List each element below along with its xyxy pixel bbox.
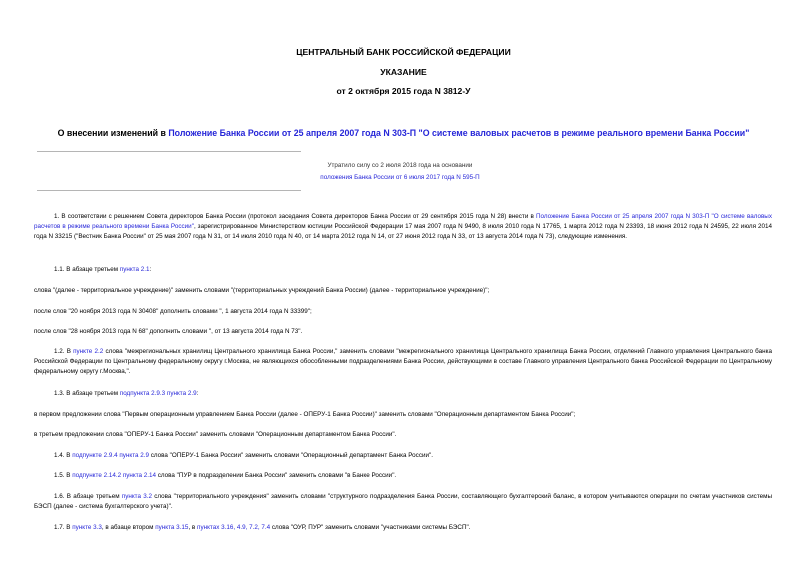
clause-link-2-9-3[interactable]: подпункта 2.9.3 пункта 2.9 — [119, 390, 197, 397]
paragraph-1-3-a: в первом предложении слова "Первым операционным управлением Банка России (далее - ОПЕРУ-1 Банка России)" заменить словами "Операционным департаментом Банка России"; — [34, 411, 576, 418]
paragraph-1-3 — [34, 389, 772, 399]
paragraph-1-5 — [34, 471, 772, 481]
paragraph-text: слова "ОПЕРУ-1 Банка России" заменить словами "Операционный департамент Банка России". — [149, 452, 433, 459]
document-date-number: от 2 октября 2015 года N 3812-У — [336, 86, 471, 96]
paragraph-text: 1.5. В — [54, 472, 73, 479]
document-subject — [8, 128, 799, 138]
status-note-link[interactable]: положения Банка России от 6 июля 2017 года N 595-П — [320, 174, 480, 181]
status-note-link-row — [200, 174, 600, 181]
paragraph-text: 1.3. В абзаце третьем — [54, 390, 120, 397]
divider-bottom — [37, 190, 301, 191]
paragraph-text: слова "ОУР, ПУР" заменить словами "участниками системы БЭСП". — [270, 524, 471, 531]
paragraph-text: 1.1. В абзаце третьем — [54, 266, 120, 273]
status-note-line: Утратило силу со 2 июля 2018 года на основании — [327, 162, 473, 169]
paragraph-1-1-c: после слов "28 ноября 2013 года N 68" дополнить словами ", от 13 августа 2014 года N 73". — [34, 328, 303, 335]
regulation-link[interactable]: Положение Банка России от 25 апреля 2007 года N 303-П "О системе валовых расчетов в режиме реального времени Банка России" — [34, 213, 772, 231]
clause-link-3-2[interactable]: пункта 3.2 — [121, 493, 152, 500]
paragraph-text: : — [149, 266, 152, 273]
paragraph-1-1-a: слова "(далее - территориальное учреждение)" заменить словами "(территориальных учреждений Банка России) (далее - территориальное учреждение)"; — [34, 287, 490, 294]
divider-top — [37, 151, 301, 152]
paragraph-1-3-b: в третьем предложении слова "ОПЕРУ-1 Банка России" заменить словами "Операционным департаментом Банка России". — [34, 431, 397, 438]
paragraph-text: слова "территориального учреждения" заменить словами "структурного подразделения Банка России, составляющего бухгалтерский баланс, в котором учитываются операции по счетам участников системы БЭСП (далее - система бухгалтерского учета)". — [34, 493, 772, 511]
paragraph-1-1-b: после слов "20 ноября 2013 года N 30408" дополнить словами ", 1 августа 2014 года N 33399"; — [34, 308, 312, 315]
paragraph-text: 1. В соответствии с решением Совета директоров Банка России (протокол заседания Совета директоров Банка России от 29 сентября 2015 года N 28) внести в — [54, 213, 536, 220]
paragraph-1 — [34, 212, 772, 243]
paragraph-1-7 — [34, 523, 772, 533]
paragraph-1-1 — [34, 265, 772, 275]
clause-link-3-15[interactable]: пункта 3.15 — [155, 524, 189, 531]
paragraph-text: 1.7. В — [54, 524, 73, 531]
clause-link-2-2[interactable]: пункте 2.2 — [73, 348, 104, 355]
subject-link[interactable]: Положение Банка России от 25 апреля 2007 года N 303-П "О системе валовых расчетов в режиме реального времени Банка России" — [168, 128, 750, 138]
paragraph-1-2 — [34, 347, 772, 378]
paragraph-text: , в абзаце втором — [101, 524, 156, 531]
paragraph-1-6 — [34, 492, 772, 512]
paragraph-text: , зарегистрированное Министерством юстиции Российской Федерации 17 мая 2007 года N 9490, 8 июля 2010 года N 17765, 1 марта 2012 года N 23393, 18 июня 2012 года N 24595, 22 июля 2014 года N 33215 ("Вестник Банка России" от 25 мая 2007 года N 31, от 14 июля 2010 года N 40, от 14 марта 2012 года N 14, от 27 июня 2012 года N 33, от 13 августа 2014 года N 73), следующие изменения. — [34, 223, 772, 241]
subject-prefix: О внесении изменений в — [57, 128, 169, 138]
paragraph-text: 1.4. В — [54, 452, 73, 459]
clause-link-2-1[interactable]: пункта 2.1 — [119, 266, 150, 273]
paragraph-text: 1.6. В абзаце третьем — [54, 493, 122, 500]
paragraph-text: , в — [188, 524, 198, 531]
clause-link-2-9-4[interactable]: подпункте 2.9.4 пункта 2.9 — [72, 452, 150, 459]
paragraph-1-4 — [34, 451, 772, 461]
clause-link-3-3[interactable]: пункте 3.3 — [72, 524, 102, 531]
clause-link-3-16-4-9-7-2-7-4[interactable]: пунктах 3.16, 4.9, 7.2, 7.4 — [197, 524, 271, 531]
paragraph-text: слова "межрегиональных хранилищ Центрального хранилища Банка России," заменить словами "межрегионального хранилища Центрального хранилища Банка России, отделений Главного управления Центрального банка Российской Федерации по Центральному федеральному округу г.Москва, не являющихся обособленными подразделениями Банка России, действующими в составе Главного управления Центрального банка Российской Федерации по Центральному федеральному округу г.Москва,". — [34, 348, 772, 376]
paragraph-text: слова "ПУР в подразделении Банка России" заменить словами "в Банке России". — [156, 472, 397, 479]
paragraph-text: 1.2. В — [54, 348, 74, 355]
document-type: УКАЗАНИЕ — [380, 67, 427, 77]
clause-link-2-14-2[interactable]: подпункте 2.14.2 пункта 2.14 — [72, 472, 157, 479]
issuer-title: ЦЕНТРАЛЬНЫЙ БАНК РОССИЙСКОЙ ФЕДЕРАЦИИ — [296, 47, 511, 57]
paragraph-text: : — [196, 390, 199, 397]
